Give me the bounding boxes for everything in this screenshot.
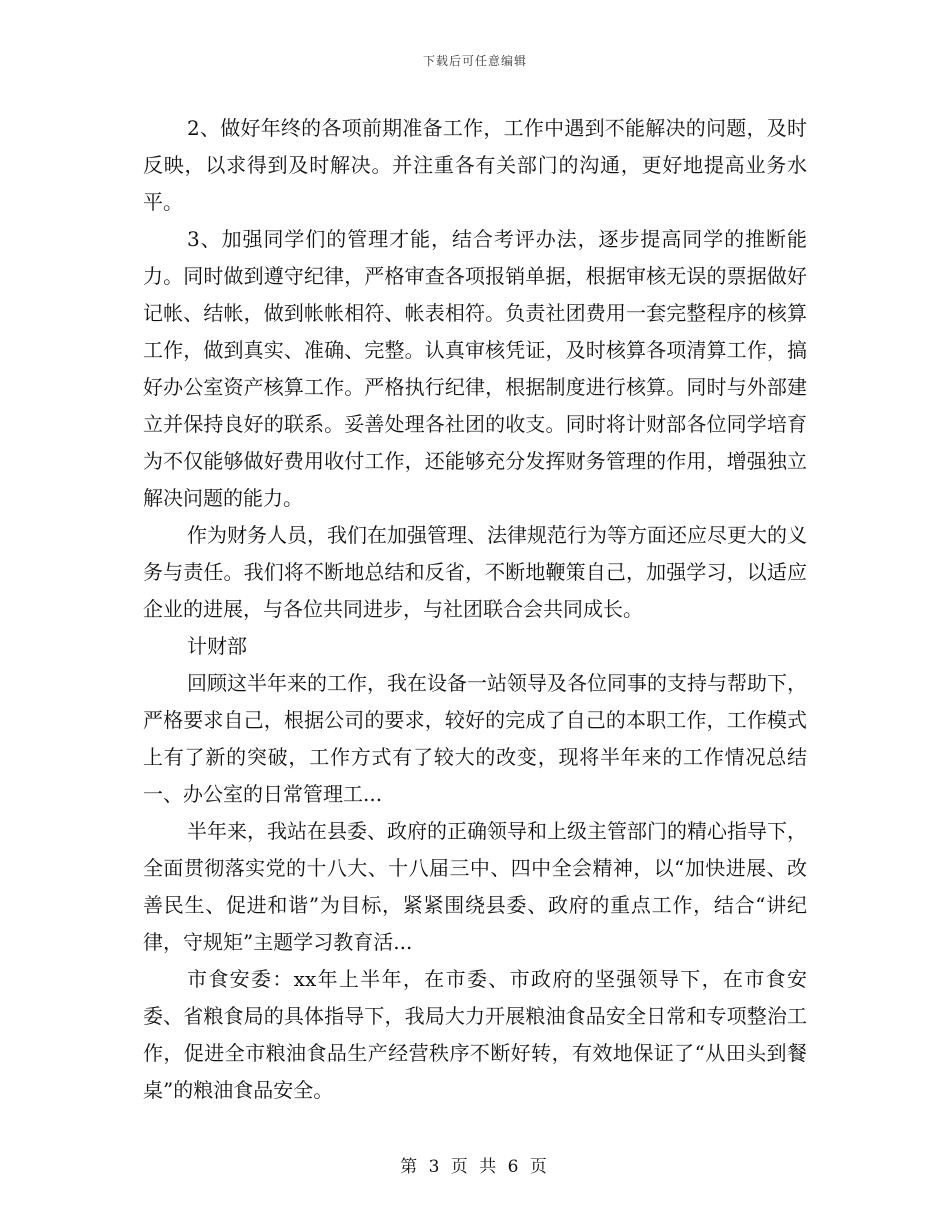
page-header: 下载后可任意编辑 — [422, 54, 527, 68]
paragraph-summary-excerpt-3: 市食安委：xx年上半年，在市委、市政府的坚强领导下，在市食安委、省粮食局的具体指导下，我局大力开展粮油食品安全日常和专项整治工作，促进全市粮油食品生产经营秩序不断好转，有效地保证了“从田头到餐桌”的粮油食品安全。 — [143, 967, 807, 1102]
paragraph-summary-excerpt-1: 回顾这半年来的工作，我在设备一站领导及各位同事的支持与帮助下，严格要求自己，根据公司的要求，较好的完成了自己的本职工作，工作模式上有了新的突破，工作方式有了较大的改变，现将半年来的工作情况总结一、办公室的日常管理工... — [143, 671, 807, 806]
page-number-footer: 第 3 页 共 6 页 — [400, 1157, 550, 1177]
department-signature: 计财部 — [187, 634, 247, 658]
paragraph-item-2: 2、做好年终的各项前期准备工作，工作中遇到不能解决的问题，及时反映，以求得到及时解决。并注重各有关部门的沟通，更好地提高业务水平。 — [143, 116, 807, 214]
document-body — [143, 110, 807, 1109]
paragraph-closing: 作为财务人员，我们在加强管理、法律规范行为等方面还应尽更大的义务与责任。我们将不断地总结和反省，不断地鞭策自己，加强学习，以适应企业的进展，与各位共同进步，与社团联合会共同成长。 — [143, 523, 807, 621]
paragraph-item-3: 3、加强同学们的管理才能，结合考评办法，逐步提高同学的推断能力。同时做到遵守纪律，严格审查各项报销单据，根据审核无误的票据做好记帐、结帐，做到帐帐相符、帐表相符。负责社团费用一套完整程序的核算工作，做到真实、准确、完整。认真审核凭证，及时核算各项清算工作，搞好办公室资产核算工作。严格执行纪律，根据制度进行核算。同时与外部建立并保持良好的联系。妥善处理各社团的收支。同时将计财部各位同学培育为不仅能够做好费用收付工作，还能够充分发挥财务管理的作用，增强独立解决问题的能力。 — [143, 227, 807, 510]
paragraph-summary-excerpt-2: 半年来，我站在县委、政府的正确领导和上级主管部门的精心指导下，全面贯彻落实党的十八大、十八届三中、四中全会精神，以“加快进展、改善民生、促进和谐”为目标，紧紧围绕县委、政府的重点工作，结合“讲纪律，守规矩”主题学习教育活... — [143, 819, 807, 954]
